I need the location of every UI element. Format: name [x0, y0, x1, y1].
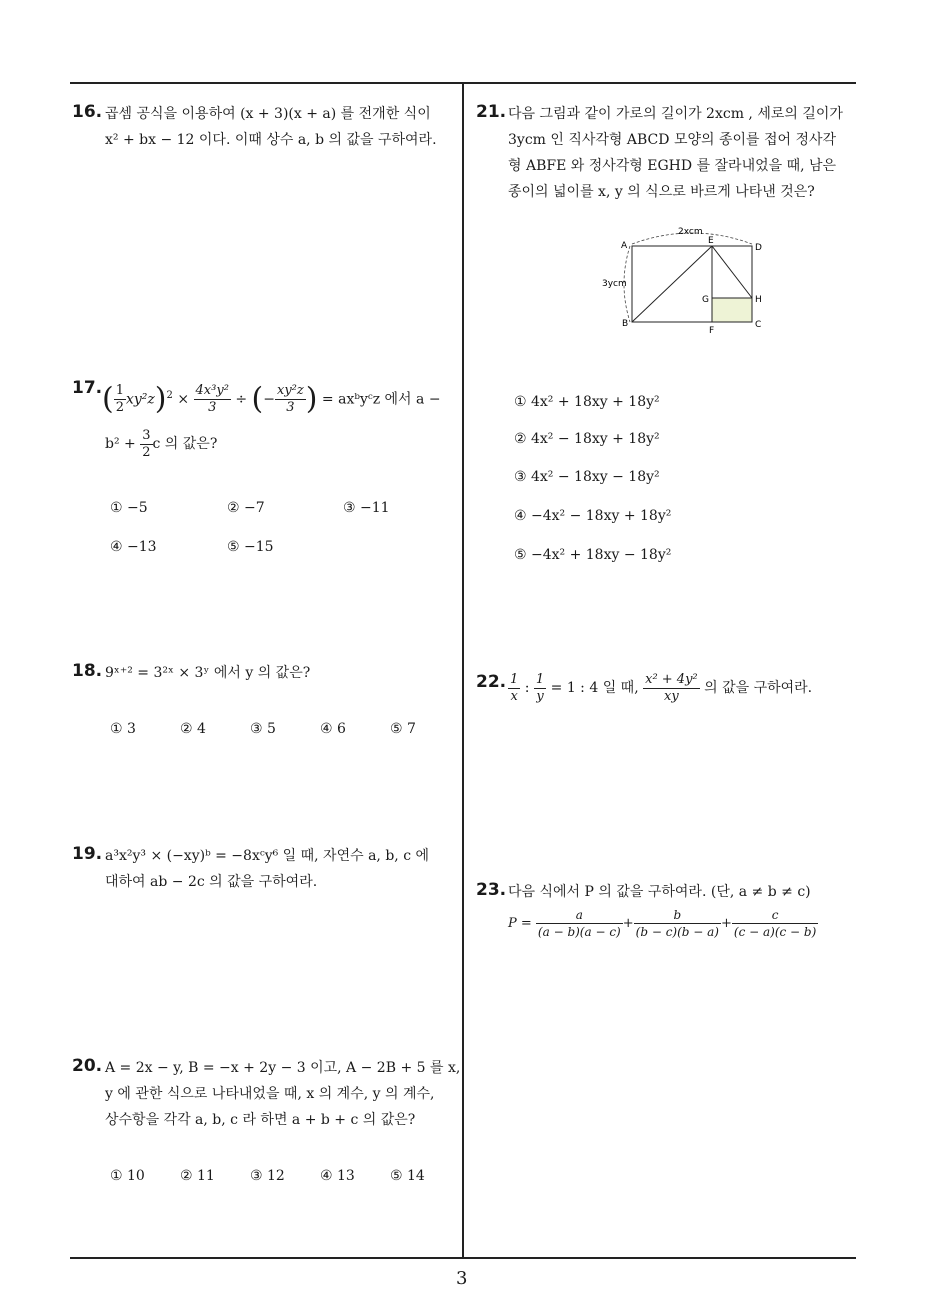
- point-label: C: [755, 320, 762, 330]
- question-number: 20.: [72, 1056, 103, 1076]
- diagonal-eh: [712, 246, 752, 298]
- rectangle-figure: [596, 222, 776, 340]
- expr-rhs: = axᵇyᶜz 에서 a −: [321, 391, 441, 408]
- answer-option[interactable]: ② 4x² − 18xy + 18y²: [514, 431, 660, 447]
- answer-option[interactable]: ④ 6: [320, 721, 346, 737]
- question-text-line: 다음 식에서 P 의 값을 구하여라. (단, a ≠ b ≠ c): [508, 884, 811, 900]
- question-text-line: a³x²y³ × (−xy)ᵇ = −8xᶜy⁶ 일 때, 자연수 a, b, c 에: [105, 848, 430, 864]
- question-expression-line1: ( $\frac{1}{2}$ xy²z)$^2$ × $\frac{\text{4x³y²}}{3}$ ÷ (− $\frac{\text{xy²z}}{3}$ ) = axᵇyᶜz 에서 a −: [102, 381, 441, 417]
- question-number: 18.: [72, 661, 103, 681]
- plus-sign: +: [720, 916, 732, 931]
- expr-pre: b² +: [105, 436, 136, 452]
- answer-option[interactable]: ③ 4x² − 18xy − 18y²: [514, 469, 660, 485]
- page-number: 3: [456, 1268, 468, 1289]
- frac-num: xy²z: [277, 383, 304, 399]
- expr-mid: = 1 : 4 일 때,: [550, 680, 639, 696]
- question-number: 23.: [476, 880, 507, 900]
- frac-den: x: [510, 688, 518, 704]
- frac-den: 2: [115, 400, 124, 416]
- answer-option[interactable]: ① 3: [110, 721, 136, 737]
- question-text-line: 9ˣ⁺² = 3²ˣ × 3ʸ 에서 y 의 값은?: [105, 665, 311, 681]
- ratio-colon: :: [524, 680, 530, 696]
- frac-num: c: [732, 907, 818, 924]
- frac-den: (a − b)(a − c): [537, 925, 621, 939]
- frac-num: 4x³y²: [195, 383, 229, 399]
- plus-sign: +: [622, 916, 634, 931]
- question-expression-line2: [105, 426, 217, 462]
- point-label: E: [708, 236, 714, 246]
- frac-den: 3: [286, 400, 295, 416]
- question-text-line: 3ycm 인 직사각형 ABCD 모양의 종이를 접어 정사각: [508, 132, 837, 148]
- question-expression: [508, 668, 812, 708]
- frac-den: 2: [142, 444, 151, 460]
- point-label: B: [622, 319, 629, 329]
- answer-option[interactable]: ⑤ 7: [390, 721, 416, 737]
- column-divider: [462, 82, 464, 1258]
- question-text-line: 종이의 넓이를 x, y 의 식으로 바르게 나타낸 것은?: [508, 184, 815, 200]
- answer-option[interactable]: ① −5: [110, 500, 148, 516]
- answer-option[interactable]: ② 4: [180, 721, 206, 737]
- frac-den: xy: [664, 688, 679, 704]
- question-text-line: 곱셈 공식을 이용하여 (x + 3)(x + a) 를 전개한 식이: [105, 106, 431, 122]
- frac-num: 1: [115, 383, 124, 399]
- question-expression: [508, 904, 818, 944]
- bottom-rule: [70, 1257, 856, 1259]
- question-number: 17.: [72, 378, 103, 398]
- divide-sign: ÷: [235, 391, 248, 408]
- answer-option[interactable]: ④ 13: [320, 1168, 355, 1184]
- question-text-line: 상수항을 각각 a, b, c 라 하면 a + b + c 의 값은?: [105, 1112, 416, 1128]
- question-number: 21.: [476, 102, 507, 122]
- diagonal-be: [632, 246, 712, 322]
- answer-option[interactable]: ② −7: [227, 500, 265, 516]
- answer-option[interactable]: ① 10: [110, 1168, 145, 1184]
- height-label: 3ycm: [602, 279, 627, 289]
- shaded-region: [712, 298, 752, 322]
- question-number: 19.: [72, 844, 103, 864]
- frac-num: x² + 4y²: [645, 671, 698, 687]
- answer-option[interactable]: ③ −11: [343, 500, 390, 516]
- point-label: D: [755, 243, 762, 253]
- frac-num: 1: [510, 671, 519, 687]
- question-number: 22.: [476, 672, 507, 692]
- answer-option[interactable]: ① 4x² + 18xy + 18y²: [514, 394, 660, 410]
- answer-option[interactable]: ③ 5: [250, 721, 276, 737]
- point-label: A: [621, 241, 628, 251]
- answer-option[interactable]: ⑤ −15: [227, 539, 274, 555]
- outer-exponent: 2: [166, 390, 173, 401]
- point-label: G: [702, 295, 709, 305]
- expr-post: c 의 값은?: [152, 436, 218, 452]
- answer-option[interactable]: ⑤ −4x² + 18xy − 18y²: [514, 547, 672, 563]
- expr-lhs: P =: [508, 916, 532, 931]
- frac-num: 3: [142, 427, 151, 443]
- frac-num: a: [536, 907, 623, 924]
- question-text-line: y 에 관한 식으로 나타내었을 때, x 의 계수, y 의 계수,: [105, 1086, 435, 1102]
- width-label: 2xcm: [678, 227, 703, 237]
- expr-term: xy²z: [126, 391, 155, 408]
- frac-num: b: [634, 907, 721, 924]
- answer-option[interactable]: ② 11: [180, 1168, 215, 1184]
- expr-tail: 의 값을 구하여라.: [704, 680, 813, 696]
- answer-option[interactable]: ④ −13: [110, 539, 157, 555]
- point-label: F: [709, 326, 715, 336]
- answer-option[interactable]: ③ 12: [250, 1168, 285, 1184]
- question-number: 16.: [72, 102, 103, 122]
- question-text-line: x² + bx − 12 이다. 이때 상수 a, b 의 값을 구하여라.: [105, 132, 437, 148]
- frac-den: (b − c)(b − a): [635, 925, 719, 939]
- times-sign: ×: [177, 391, 190, 408]
- answer-option[interactable]: ⑤ 14: [390, 1168, 425, 1184]
- question-text-line: 대하여 ab − 2c 의 값을 구하여라.: [105, 874, 318, 890]
- question-text-line: 다음 그림과 같이 가로의 길이가 2xcm , 세로의 길이가: [508, 106, 843, 122]
- question-text-line: 형 ABFE 와 정사각형 EGHD 를 잘라내었을 때, 남은: [508, 158, 837, 174]
- question-text-line: A = 2x − y, B = −x + 2y − 3 이고, A − 2B + 5 를 x,: [105, 1060, 461, 1076]
- frac-den: (c − a)(c − b): [733, 925, 817, 939]
- point-label: H: [755, 295, 762, 305]
- frac-den: y: [536, 688, 544, 704]
- frac-den: 3: [208, 400, 217, 416]
- frac-num: 1: [535, 671, 545, 687]
- answer-option[interactable]: ④ −4x² − 18xy + 18y²: [514, 508, 672, 524]
